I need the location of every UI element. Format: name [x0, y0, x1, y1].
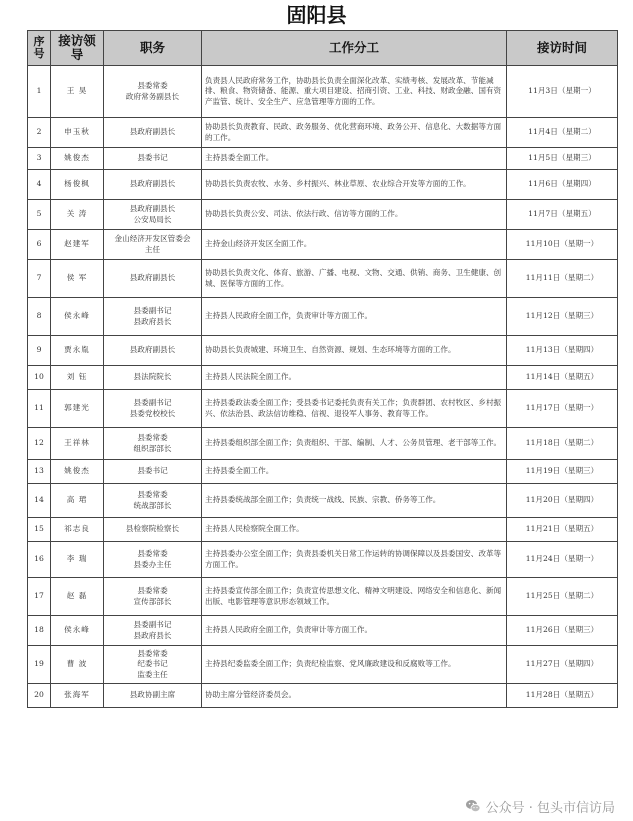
position-cell: [104, 484, 202, 518]
row-number: 10: [28, 366, 51, 390]
position-cell: [104, 646, 202, 684]
position-line: 县委常委: [137, 490, 168, 499]
leader-name: 杨俊枫: [51, 170, 104, 200]
duty-description: 主持县人民政府全面工作，负责审计等方面工作。: [202, 298, 507, 336]
row-number: 17: [28, 578, 51, 616]
table-body: [28, 66, 618, 708]
position-line: 公安局局长: [133, 214, 172, 224]
table-row: [28, 366, 618, 390]
reception-time: 11月27日（星期四）: [507, 646, 618, 684]
leader-name: 郭建光: [51, 390, 104, 428]
watermark-text: 公众号 · 包头市信访局: [485, 800, 615, 816]
position-line: 县委常委: [137, 648, 168, 658]
duty-description: 主持县委全面工作。: [202, 148, 507, 170]
leader-name: 李 瑞: [51, 542, 104, 578]
duty-description: 主持县委宣传部全面工作；负责宣传思想文化、精神文明建设、网络安全和信息化、新闻出版、电影管理等意识形态领域工作。: [202, 578, 507, 616]
leader-name: 高 珺: [51, 484, 104, 518]
row-number: 5: [28, 200, 51, 230]
position-line: 主任: [144, 244, 161, 254]
position-line: 县政府县长: [133, 316, 172, 326]
row-number: 2: [28, 118, 51, 148]
duty-description: 协助县长负责教育、民政、政务服务、优化营商环境、政务公开、信息化、大数据等方面的工作。: [202, 118, 507, 148]
table-row: [28, 336, 618, 366]
row-number: 18: [28, 616, 51, 646]
position-cell: [104, 260, 202, 298]
table-row: [28, 542, 618, 578]
table-row: [28, 428, 618, 460]
reception-time: 11月10日（星期一）: [507, 230, 618, 260]
header-duty: 工作分工: [202, 31, 507, 66]
position-cell: [104, 148, 202, 170]
duty-description: 负责县人民政府常务工作，协助县长负责全面深化改革、实绩考核、发展改革、节能减排、粮食、物资储备、能源、重大项目建设、招商引资、工业、科技、财政金融、国有资产监管、统计、安全生产、应急管理等方面的工作。: [202, 66, 507, 118]
position-line: 县法院院长: [133, 372, 172, 382]
position-line: 县委书记: [137, 466, 168, 476]
page-title: 固阳县: [286, 3, 347, 27]
position-line: 县委书记: [137, 153, 168, 163]
reception-time: 11月28日（星期五）: [507, 684, 618, 708]
leader-name: 申玉秋: [51, 118, 104, 148]
duty-description: 主持县委组织部全面工作；负责组织、干部、编制、人才、公务员管理、老干部等工作。: [202, 428, 507, 460]
header-seq: 序号: [28, 31, 51, 66]
watermark: [465, 797, 615, 815]
leader-name: 侯永峰: [51, 298, 104, 336]
leader-name: 祁志良: [51, 518, 104, 542]
position-cell: [104, 518, 202, 542]
position-line: 组织部部长: [133, 443, 172, 453]
position-line: 县委副书记: [133, 620, 172, 629]
position-line: 县委办主任: [133, 559, 172, 569]
leader-name: 王 昊: [51, 66, 104, 118]
position-cell: [104, 298, 202, 336]
table-row: [28, 298, 618, 336]
row-number: 11: [28, 390, 51, 428]
table-row: [28, 66, 618, 118]
position-line: 县政府副县长: [129, 273, 176, 283]
position-cell: [104, 616, 202, 646]
position-cell: [104, 200, 202, 230]
row-number: 1: [28, 66, 51, 118]
row-number: 6: [28, 230, 51, 260]
duty-description: 协助县长负责城建、环境卫生、自然资源、规划、生态环境等方面的工作。: [202, 336, 507, 366]
leader-name: 王祥林: [51, 428, 104, 460]
reception-time: 11月21日（星期五）: [507, 518, 618, 542]
reception-time: 11月12日（星期三）: [507, 298, 618, 336]
duty-description: 主持县委全面工作。: [202, 460, 507, 484]
position-line: 县委常委: [137, 433, 168, 442]
reception-time: 11月11日（星期二）: [507, 260, 618, 298]
table-row: [28, 484, 618, 518]
duty-description: 主持县人民政府全面工作，负责审计等方面工作。: [202, 616, 507, 646]
duty-description: 协助县长负责公安、司法、依法行政、信访等方面的工作。: [202, 200, 507, 230]
table-row: [28, 148, 618, 170]
position-cell: [104, 460, 202, 484]
row-number: 14: [28, 484, 51, 518]
reception-time: 11月13日（星期四）: [507, 336, 618, 366]
header-position: 职务: [104, 31, 202, 66]
table-row: [28, 646, 618, 684]
leader-name: 刘 钰: [51, 366, 104, 390]
header-leader: 接访领导: [51, 31, 104, 66]
position-cell: [104, 230, 202, 260]
row-number: 19: [28, 646, 51, 684]
position-cell: [104, 336, 202, 366]
leader-name: 姚俊杰: [51, 460, 104, 484]
row-number: 3: [28, 148, 51, 170]
position-line: 县委副书记: [133, 398, 172, 407]
duty-description: 协助县长负责文化、体育、旅游、广播、电视、文物、交通、供销、商务、卫生健康、创城、医保等方面的工作。: [202, 260, 507, 298]
row-number: 4: [28, 170, 51, 200]
row-number: 8: [28, 298, 51, 336]
duty-description: 主持县人民法院全面工作。: [202, 366, 507, 390]
row-number: 13: [28, 460, 51, 484]
table-row: [28, 118, 618, 148]
position-line: 县委党校校长: [129, 408, 176, 418]
duty-description: 主持县委政法委全面工作；受县委书记委托负责有关工作；负责群团、农村牧区、乡村振兴、依法治县、政法信访维稳、信视、退役军人事务、教育等工作。: [202, 390, 507, 428]
position-line: 县政府副县长: [129, 204, 176, 213]
reception-time: 11月24日（星期一）: [507, 542, 618, 578]
duty-description: 主持县纪委监委全面工作；负责纪检监察、党风廉政建设和反腐败等工作。: [202, 646, 507, 684]
reception-time: 11月17日（星期一）: [507, 390, 618, 428]
position-cell: [104, 390, 202, 428]
leader-name: 赵 磊: [51, 578, 104, 616]
position-cell: [104, 366, 202, 390]
table-row: [28, 578, 618, 616]
leader-name: 赵建军: [51, 230, 104, 260]
row-number: 16: [28, 542, 51, 578]
table-row: [28, 260, 618, 298]
position-line: 县检察院检察长: [125, 524, 180, 534]
position-line: 监委主任: [137, 669, 168, 679]
position-cell: [104, 542, 202, 578]
reception-time: 11月5日（星期三）: [507, 148, 618, 170]
position-line: 县政府副县长: [129, 345, 176, 355]
wechat-icon: [465, 798, 481, 814]
table-row: [28, 390, 618, 428]
position-cell: [104, 684, 202, 708]
table-row: [28, 616, 618, 646]
position-cell: [104, 170, 202, 200]
position-line: 政府常务副县长: [125, 91, 180, 101]
header-time: 接访时间: [507, 31, 618, 66]
position-line: 统战部部长: [133, 500, 172, 510]
table-row: [28, 684, 618, 708]
leader-name: 姚俊杰: [51, 148, 104, 170]
reception-time: 11月26日（星期三）: [507, 616, 618, 646]
reception-time: 11月18日（星期二）: [507, 428, 618, 460]
table-header-row: [28, 31, 618, 66]
table-row: [28, 200, 618, 230]
leader-name: 侯 军: [51, 260, 104, 298]
position-line: 县委副书记: [133, 306, 172, 315]
position-line: 县委常委: [137, 586, 168, 595]
row-number: 15: [28, 518, 51, 542]
row-number: 9: [28, 336, 51, 366]
reception-time: 11月7日（星期五）: [507, 200, 618, 230]
duty-description: 主持县委办公室全面工作；负责县委机关日常工作运转的协调保障以及县委国安、改革等方面工作。: [202, 542, 507, 578]
position-line: 县政府县长: [133, 630, 172, 640]
duty-description: 协助主席分管经济委员会。: [202, 684, 507, 708]
leader-name: 侯永峰: [51, 616, 104, 646]
row-number: 20: [28, 684, 51, 708]
leader-name: 曹 波: [51, 646, 104, 684]
position-line: 宣传部部长: [133, 596, 172, 606]
duty-description: 协助县长负责农牧、水务、乡村振兴、林业草原、农业综合开发等方面的工作。: [202, 170, 507, 200]
position-line: 县政府副县长: [129, 179, 176, 189]
leader-name: 贾永胤: [51, 336, 104, 366]
reception-time: 11月19日（星期三）: [507, 460, 618, 484]
duty-description: 主持金山经济开发区全面工作。: [202, 230, 507, 260]
reception-time: 11月6日（星期四）: [507, 170, 618, 200]
position-line: 县委常委: [137, 549, 168, 558]
position-line: 县政府副县长: [129, 127, 176, 137]
position-line: 金山经济开发区管委会: [114, 234, 191, 243]
duty-description: 主持县委统战部全面工作；负责统一战线、民族、宗教、侨务等工作。: [202, 484, 507, 518]
position-cell: [104, 118, 202, 148]
position-line: 县政协副主席: [129, 690, 176, 700]
reception-schedule-table: [27, 30, 618, 708]
row-number: 12: [28, 428, 51, 460]
table-row: [28, 170, 618, 200]
table-row: [28, 460, 618, 484]
reception-time: 11月3日（星期一）: [507, 66, 618, 118]
position-cell: [104, 428, 202, 460]
duty-description: 主持县人民检察院全面工作。: [202, 518, 507, 542]
leader-name: 关 涛: [51, 200, 104, 230]
position-cell: [104, 578, 202, 616]
leader-name: 张海军: [51, 684, 104, 708]
table-row: [28, 518, 618, 542]
reception-time: 11月20日（星期四）: [507, 484, 618, 518]
reception-time: 11月14日（星期五）: [507, 366, 618, 390]
position-line: 纪委书记: [137, 659, 168, 669]
position-line: 县委常委: [137, 81, 168, 90]
reception-time: 11月25日（星期二）: [507, 578, 618, 616]
row-number: 7: [28, 260, 51, 298]
table-row: [28, 230, 618, 260]
position-cell: [104, 66, 202, 118]
reception-time: 11月4日（星期二）: [507, 118, 618, 148]
